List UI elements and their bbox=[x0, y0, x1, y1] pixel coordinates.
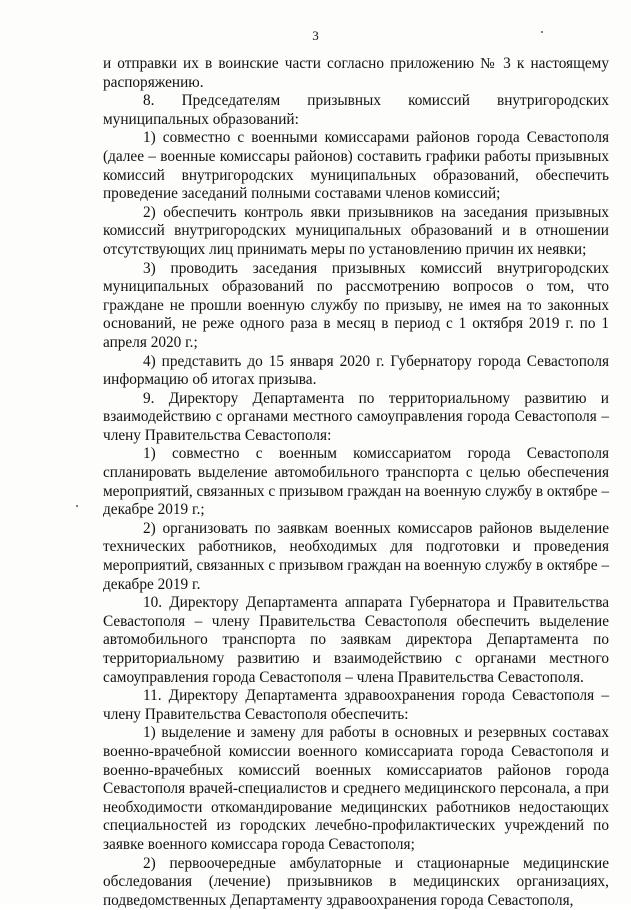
paragraph-item-9-1: 1) совместно с военным комиссариатом города Севастополя спланировать выделение автомобильного транспорта с целью обеспечения мероприятий, связанных с призывом граждан на военную службу в октябре – декабре 2019 г.; bbox=[103, 445, 609, 519]
scan-speck bbox=[541, 31, 543, 33]
paragraph-item-9: 9. Директору Департамента по территориальному развитию и взаимодействию с органами местного самоуправления города Севастополя – члену Правительства Севастополя: bbox=[103, 389, 609, 444]
paragraph-item-8-1: 1) совместно с военными комиссарами районов города Севастополя (далее – военные комиссары районов) составить графики работы призывных комиссий внутригородских муниципальных образований, обеспечить проведение заседаний полными составами членов комиссий; bbox=[103, 129, 609, 203]
paragraph-item-9-2: 2) организовать по заявкам военных комиссаров районов выделение технических работников, необходимых для подготовки и проведения мероприятий, связанных с призывом граждан на военную службу в октябре – декабре 2019 г. bbox=[103, 519, 609, 593]
paragraph-item-8-2: 2) обеспечить контроль явки призывников на заседания призывных комиссий внутригородских муниципальных образований и в отношении отсутствующих лиц принимать меры по установлению причин их неявки; bbox=[103, 203, 609, 258]
paragraph-item-8-3: 3) проводить заседания призывных комиссий внутригородских муниципальных образований по рассмотрению вопросов о том, что граждане не прошли военную службу по призыву, не имея на то законных оснований, не реже одного раза в месяц в период с 1 октября 2019 г. по 1 апреля 2020 г.; bbox=[103, 259, 609, 351]
paragraph-item-8: 8. Председателям призывных комиссий внутригородских муниципальных образований: bbox=[103, 92, 609, 128]
paragraph-item-8-4: 4) представить до 15 января 2020 г. Губернатору города Севастополя информацию об итогах призыва. bbox=[103, 352, 609, 389]
page-number: 3 bbox=[312, 28, 319, 43]
scan-speck bbox=[76, 505, 78, 507]
paragraph-item-11: 11. Директору Департамента здравоохранения города Севастополя – члену Правительства Севастополя обеспечить: bbox=[103, 687, 609, 723]
paragraph-item-10: 10. Директору Департамента аппарата Губернатора и Правительства Севастополя – члену Правительства Севастополя обеспечить выделение автомобильного транспорта по заявкам директора Департамента по территориальному развитию и взаимодействию с органами местного самоуправления города Севастополя – члена Правительства Севастополя. bbox=[103, 594, 609, 686]
paragraph-continuation: и отправки их в воинские части согласно приложению № 3 к настоящему распоряжению. bbox=[103, 55, 609, 91]
document-body bbox=[103, 55, 609, 910]
paragraph-item-11-2: 2) первоочередные амбулаторные и стационарные медицинские обследования (лечение) призывников в медицинских организациях, подведомственных Департаменту здравоохранения города Севастополя, bbox=[103, 854, 609, 909]
paragraph-item-11-1: 1) выделение и замену для работы в основных и резервных составах военно-врачебной комиссии военного комиссариата города Севастополя и военно-врачебных комиссий военных комиссариатов районов города Севастополя врачей-специалистов и среднего медицинского персонала, а при необходимости откомандирование медицинских работников недостающих специальностей из городских лечебно-профилактических учреждений по заявке военного комиссара города Севастополя; bbox=[103, 724, 609, 853]
